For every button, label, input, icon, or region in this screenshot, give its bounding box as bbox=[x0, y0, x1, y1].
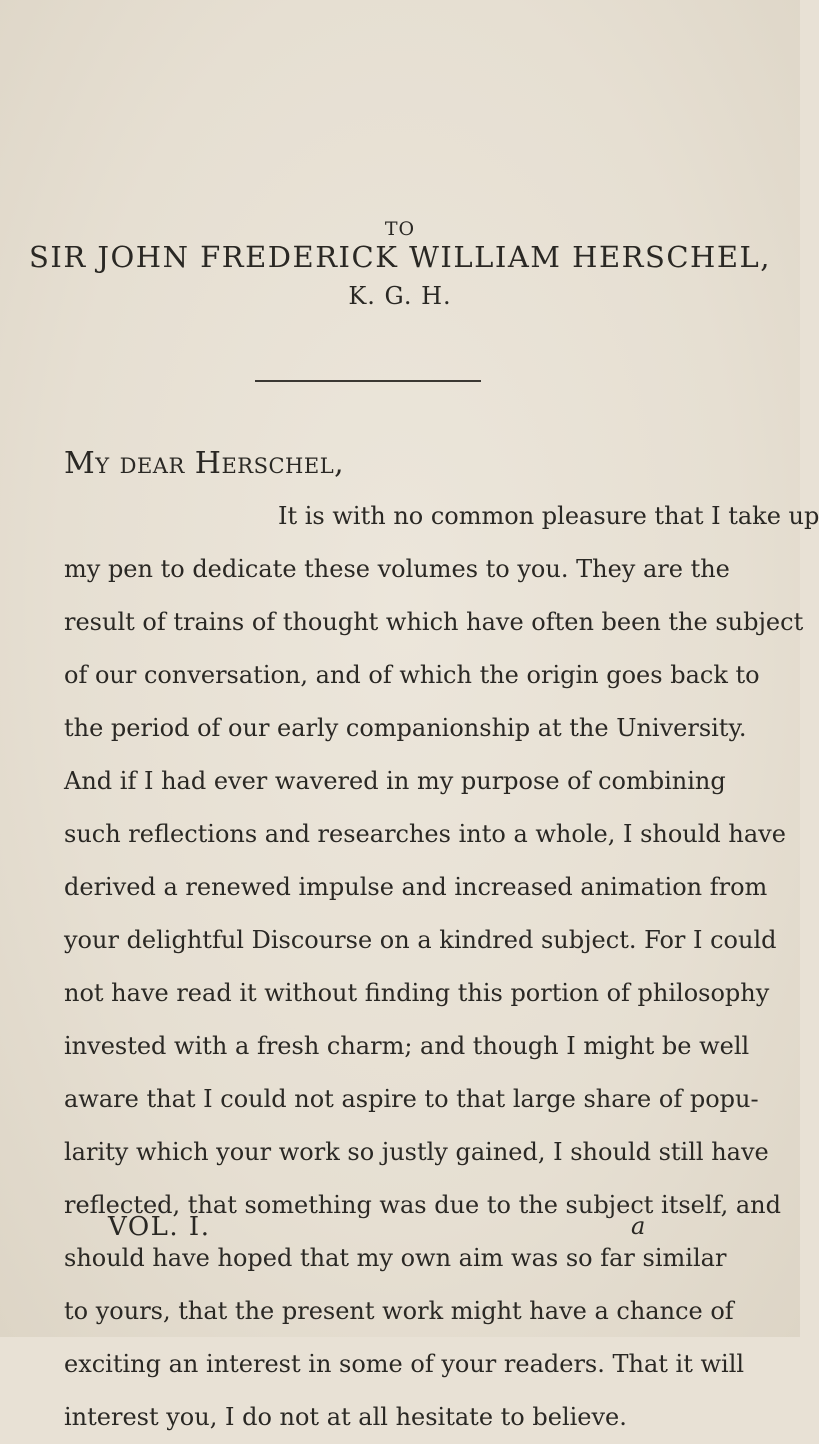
letter-line: my pen to dedicate these volumes to you. They are the bbox=[64, 555, 730, 583]
letter-line: larity which your work so justly gained, I should still have bbox=[64, 1138, 769, 1166]
letter-line: reflected, that something was due to the subject itself, and bbox=[64, 1191, 781, 1219]
letter-line: It is with no common pleasure that I take up bbox=[278, 502, 819, 530]
letter-line: invested with a fresh charm; and though I might be well bbox=[64, 1032, 750, 1060]
letter-line: such reflections and researches into a whole, I should have bbox=[64, 820, 786, 848]
letter-salutation: My dear Herschel, bbox=[64, 446, 345, 481]
letter-line: the period of our early companionship at the University. bbox=[64, 714, 747, 742]
letter-line: to yours, that the present work might have a chance of bbox=[64, 1297, 734, 1325]
letter-line: not have read it without finding this portion of philosophy bbox=[64, 979, 770, 1007]
letter-line: interest you, I do not at all hesitate to believe. bbox=[64, 1403, 627, 1431]
letter-line: derived a renewed impulse and increased animation from bbox=[64, 873, 768, 901]
letter-line: your delightful Discourse on a kindred subject. For I could bbox=[64, 926, 777, 954]
dedicatee-name: SIR JOHN FREDERICK WILLIAM HERSCHEL, bbox=[29, 240, 771, 274]
letter-line: exciting an interest in some of your readers. That it will bbox=[64, 1350, 745, 1378]
dedication-to: TO bbox=[384, 218, 416, 240]
letter-line: aware that I could not aspire to that large share of popu- bbox=[64, 1085, 759, 1113]
letter-body bbox=[64, 490, 819, 1444]
dedicatee-honours: K. G. H. bbox=[348, 282, 452, 310]
letter-line: of our conversation, and of which the origin goes back to bbox=[64, 661, 760, 689]
letter-line: And if I had ever wavered in my purpose of combining bbox=[64, 767, 726, 795]
volume-label: VOL. I. bbox=[108, 1212, 211, 1242]
letter-line: result of trains of thought which have often been the subject bbox=[64, 608, 804, 636]
letter-line: should have hoped that my own aim was so far similar bbox=[64, 1244, 727, 1272]
signature-mark: a bbox=[631, 1212, 646, 1240]
divider-rule bbox=[255, 380, 481, 382]
